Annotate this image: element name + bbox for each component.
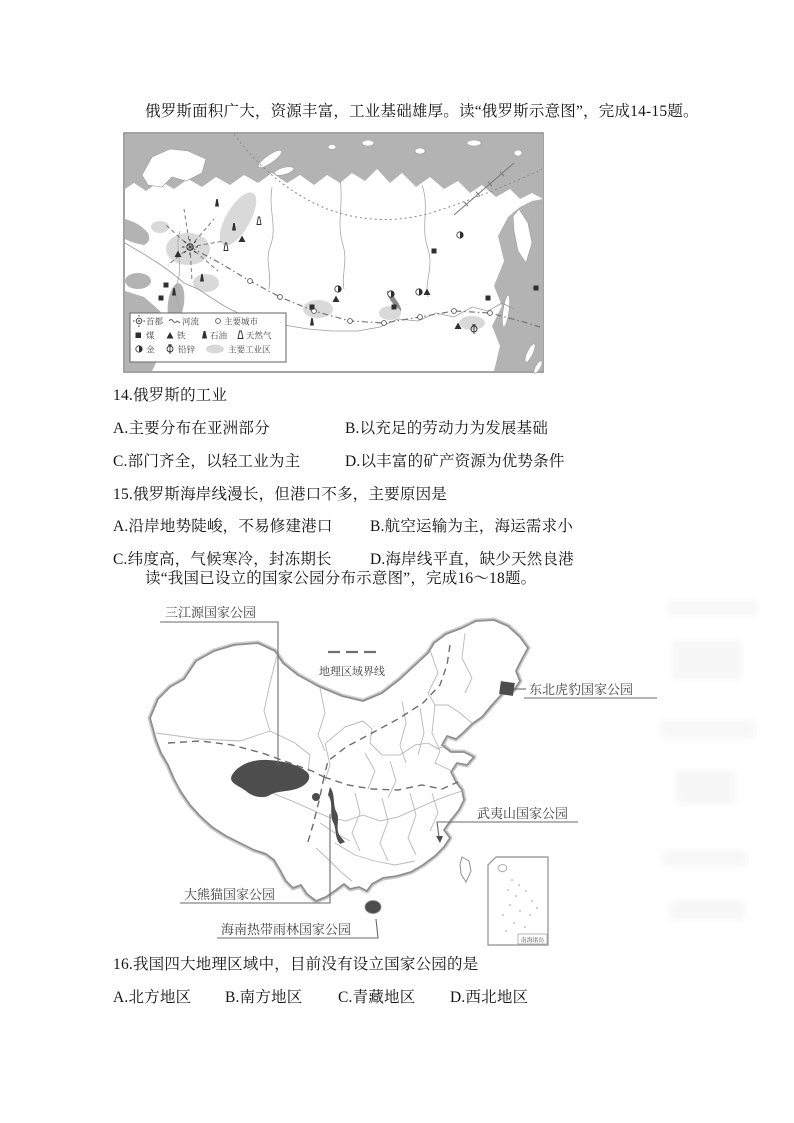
industrial-area-symbol xyxy=(206,345,224,354)
legend-oil-label: 石油 xyxy=(210,330,228,341)
legend-gold-label: 金 xyxy=(146,344,155,355)
q14-option-a: A.主要分布在亚洲部分 xyxy=(113,420,270,437)
tiger-leopard-area xyxy=(499,681,515,696)
russia-legend xyxy=(130,313,286,362)
intro-parks-text: 读“我国已设立的国家公园分布示意图”，完成16～18题。 xyxy=(145,570,537,587)
q14-stem: 14.俄罗斯的工业 xyxy=(113,387,228,404)
giant-panda-label: 大熊猫国家公园 xyxy=(184,887,276,902)
china-map xyxy=(120,593,660,950)
legend-iron-label: 铁 xyxy=(177,330,186,341)
bleed-through-artifact xyxy=(676,770,736,804)
china-map-figure xyxy=(120,593,660,950)
boundary-legend xyxy=(319,652,385,678)
russia-map xyxy=(122,131,546,375)
bleed-through-artifact xyxy=(662,850,747,866)
q14-option-c: C.部门齐全，以轻工业为主 xyxy=(113,453,301,470)
hainan-area xyxy=(365,901,381,914)
q15-option-c: C.纬度高，气候寒冷，封冻期长 xyxy=(113,551,332,568)
q14-option-b: B.以充足的劳动力为发展基础 xyxy=(345,420,549,437)
q16-option-b: B.南方地区 xyxy=(225,989,303,1006)
legend-river-label: 河流 xyxy=(182,316,200,327)
sanjiangyuan-label: 三江源国家公园 xyxy=(165,605,257,620)
legend-lead-zinc-label: 铅锌 xyxy=(178,344,196,355)
legend-city-label: 主要城市 xyxy=(224,316,259,327)
q16-option-d: D.西北地区 xyxy=(450,989,529,1006)
tiger-leopard-label: 东北虎豹国家公园 xyxy=(529,682,634,697)
gold-symbol xyxy=(136,346,142,352)
boundary-legend-label: 地理区域界线 xyxy=(319,666,385,678)
q16-option-c: C.青藏地区 xyxy=(338,989,416,1006)
q16-option-a: A.北方地区 xyxy=(113,989,192,1006)
q14-option-d: D.以丰富的矿产资源为优势条件 xyxy=(345,453,565,470)
coal-symbol xyxy=(136,333,142,339)
q15-option-d: D.海岸线平直，缺少天然良港 xyxy=(370,551,574,568)
bleed-through-artifact xyxy=(668,600,758,616)
legend-industrial-label: 主要工业区 xyxy=(228,344,271,355)
intro-russia-text: 俄罗斯面积广大，资源丰富，工业基础雄厚。读“俄罗斯示意图”，完成14-15题。 xyxy=(145,103,699,120)
q16-stem: 16.我国四大地理区域中，目前没有设立国家公园的是 xyxy=(113,956,479,973)
q15-stem: 15.俄罗斯海岸线漫长，但港口不多，主要原因是 xyxy=(113,486,447,503)
legend-capital-label: 首都 xyxy=(146,316,164,327)
q15-option-b: B.航空运输为主，海运需求小 xyxy=(370,518,574,535)
legend-coal-label: 煤 xyxy=(146,330,155,341)
legend-gas-label: 天然气 xyxy=(246,330,272,341)
q15-option-a: A.沿岸地势陡峻，不易修建港口 xyxy=(113,518,333,535)
inset-label: 南海诸岛 xyxy=(520,937,545,944)
china-outline xyxy=(150,620,528,901)
south-china-sea-inset xyxy=(488,857,548,945)
hainan-rainforest-label: 海南热带雨林国家公园 xyxy=(221,922,352,937)
russia-map-figure xyxy=(122,131,546,375)
bleed-through-artifact xyxy=(660,720,755,738)
capital-symbol xyxy=(182,239,198,255)
taiwan-island xyxy=(460,857,471,882)
bleed-through-artifact xyxy=(670,900,745,920)
city-symbol xyxy=(216,319,221,324)
wuyishan-label: 武夷山国家公园 xyxy=(477,806,569,821)
bleed-through-artifact xyxy=(672,640,742,680)
